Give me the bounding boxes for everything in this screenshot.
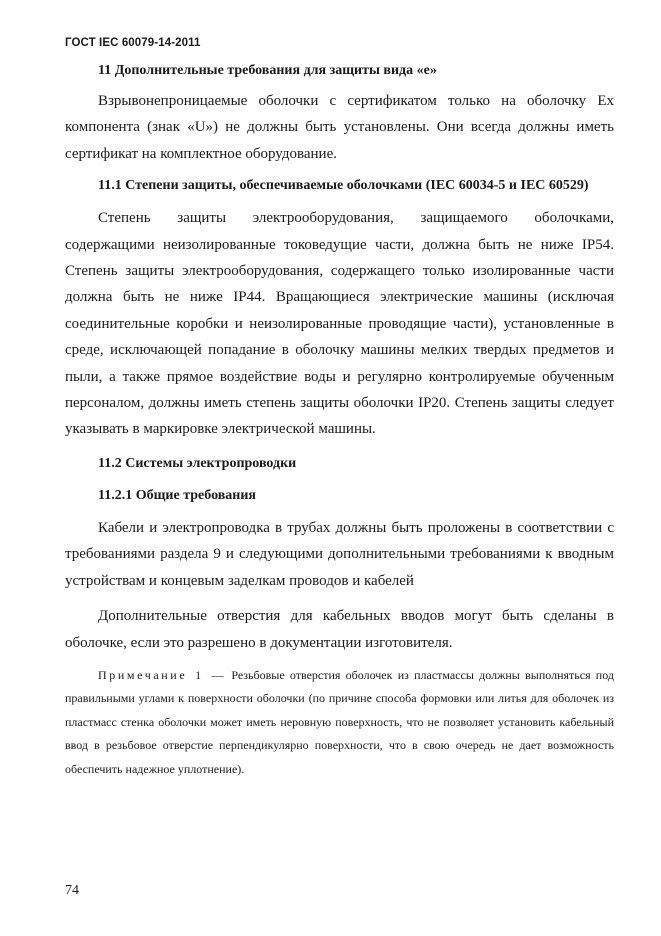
- note-1: [65, 664, 614, 782]
- section-11-2-1-paragraph-2: Дополнительные отверстия для кабельных вводов могут быть сделаны в оболочке, если это разрешено в документации изготовителя.: [65, 608, 614, 651]
- section-11-paragraph-1: Взрывонепроницаемые оболочки с сертификатом только на оболочку Ex компонента (знак «U») не должны быть установлены. Они всегда должны иметь сертификат на комплектное оборудование.: [65, 93, 614, 162]
- section-11-1-title: 11.1 Степени защиты, обеспечиваемые оболочками (IEC 60034-5 и IEC 60529): [98, 178, 589, 194]
- document-header: ГОСТ IEC 60079-14-2011: [65, 37, 201, 49]
- page-content: [65, 58, 614, 781]
- note-text: Резьбовые отверстия оболочек из пластмассы должны выполняться под правильными углами к поверхности оболочки (по причине способа формовки или литья для оболочек из пластмасс стенка оболочки может иметь неровную поверхность, что не позволяет установить кабельный ввод в резьбовое отверстие перпендикулярно поверхности, что в свою очередь не дает возможность обеспечить надежное уплотнение).: [65, 667, 614, 776]
- note-label: Примечание 1 —: [98, 667, 227, 682]
- section-11-title: 11 Дополнительные требования для защиты вида «е»: [98, 63, 437, 78]
- page-number: 74: [65, 883, 79, 898]
- section-11-2-1-paragraph-1: Кабели и электропроводка в трубах должны быть проложены в соответствии с требованиями раздела 9 и следующими дополнительными требованиями к вводным устройствам и концевым заделкам проводов и кабелей: [65, 519, 614, 589]
- section-11-1-paragraph-1: Степень защиты электрооборудования, защищаемого оболочками, содержащими неизолированные токоведущие части, должна быть не ниже IP54. Степень защиты электрооборудования, содержащего только изолированные части должна быть не ниже IP44. Вращающиеся электрические машины (исключая соединительные коробки и неизолированные проводящие части), установленные в среде, исключающей попадание в оболочку машины мелких твердых предметов и пыли, а также прямое воздействие воды и регулярно контролируемые обученным персоналом, должны иметь степень защиты оболочки IP20. Степень защиты следует указывать в маркировке электрической машины.: [65, 210, 614, 438]
- section-11-2-title: 11.2 Системы электропроводки: [98, 455, 297, 471]
- section-11-2-1-title: 11.2.1 Общие требования: [98, 487, 256, 503]
